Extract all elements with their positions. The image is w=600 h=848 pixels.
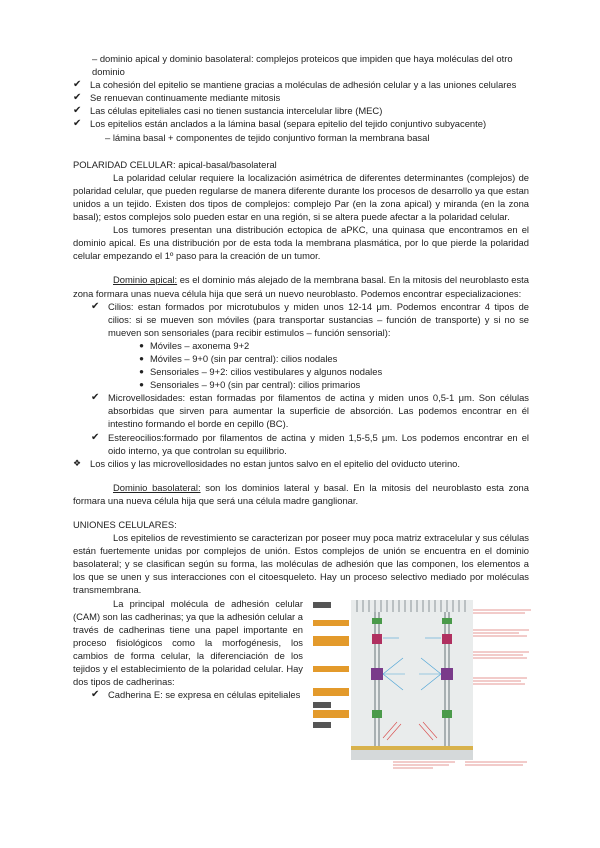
apical-paragraph [73, 273, 529, 299]
dominio-dash-text: – dominio apical y dominio basolateral: complejos proteicos que impiden que haya moléculas del otro dominio [92, 53, 513, 78]
diamond-item [73, 457, 529, 470]
cilio-type: Móviles – 9+0 (sin par central): cilios nodales [150, 352, 338, 364]
apical-title: Dominio apical: [113, 274, 178, 286]
checkmark-icon [91, 688, 108, 701]
label-box-orange [313, 636, 349, 646]
bullet-icon: ● [139, 380, 144, 390]
bullet-item [133, 352, 529, 365]
check-item [73, 78, 529, 91]
lamina-line: – lámina basal + componentes de tejido conjuntivo forman la membrana basal [105, 131, 430, 143]
checkmark-icon [73, 117, 90, 130]
estereocilios-text: Estereocilios:formado por filamentos de actina y miden 1,5-5,5 μm. Los podemos encontrar en el oido interno, ya que controlan su equilibrio. [108, 431, 529, 456]
checkmark-icon [73, 91, 90, 104]
adherens-junction-left [372, 634, 382, 644]
uniones-paragraph-1: Los epitelios de revestimiento se caracterizan por poseer muy poca matriz extracelular y sus células están fuertemente unidas por complejos de unión. Estos complejos de unión se encuentra en el dominio basolateral; y se clasifican según su forma, las moléculas de adhesión que las componen, los elementos a los que se unen y sus interacciones con el citoesqueleto. Hay un proceso selectivo mediado por moléculas transmembrana. [73, 532, 529, 596]
bullet-icon: ● [139, 353, 144, 363]
check-item [73, 104, 529, 117]
cell-junctions-figure [313, 598, 531, 770]
bullet-icon: ● [139, 340, 144, 350]
cell-junctions-diagram [313, 598, 531, 770]
polaridad-heading: POLARIDAD CELULAR: apical-basal/basolateral [73, 158, 277, 170]
microvellosidades-text: Microvellosidades: estan formadas por filamentos de actina y miden unos 0,5-1 μm. Son células absorbidas que sirven para aumentar la superficie de absorción. Las podemos encontrar en él intestino formando el borde en cepillo (BC). [108, 392, 529, 430]
connective-tissue [351, 750, 473, 760]
figure-background [351, 600, 473, 760]
document-page [73, 52, 529, 770]
check-item [73, 117, 529, 130]
basolateral-text: son los dominios lateral y basal. En la mitosis del neuroblasto esta zona formara una nueva célula hija que será una célula madre ganglionar. [73, 481, 529, 506]
bullet-item [133, 378, 529, 391]
check-item [91, 431, 529, 457]
label-box-orange [313, 710, 349, 718]
adherens-junction-right [442, 634, 452, 644]
basal-lamina [351, 746, 473, 750]
cilio-type: Sensoriales – 9+0 (sin par central): cilios primarios [150, 379, 361, 391]
bullet-item [133, 365, 529, 378]
check-item-text: Se renuevan continuamente mediante mitosis [90, 92, 281, 104]
uniones-paragraph-2: La principal molécula de adhesión celular (CAM) son las cadherinas; ya que la adhesión celular a través de cadherinas tiene una papel importante en proceso fisiológicos como la morfogénesis, los cambios de forma celular, la diferenciación de los tejidos y el establecimiento de la polaridad celular. Hay dos tipos de cadherinas: [73, 597, 303, 688]
cadherinas-text-column [73, 597, 303, 770]
tight-junction-left [372, 618, 382, 624]
bullet-item [133, 339, 529, 352]
checkmark-icon [91, 391, 108, 404]
check-item-text: La cohesión del epitelio se mantiene gracias a moléculas de adhesión celular y a las uniones celulares [90, 79, 517, 91]
uniones-heading: UNIONES CELULARES: [73, 519, 177, 530]
check-item [91, 300, 529, 339]
basolateral-paragraph [73, 481, 529, 507]
cilio-type: Móviles – axonema 9+2 [150, 339, 250, 351]
cadherina-e-text: Cadherina E: se expresa en células epiteliales [108, 689, 301, 701]
dash-line [73, 52, 529, 78]
label-box [313, 602, 331, 608]
checkmark-icon [91, 431, 108, 444]
tight-junction-right [442, 618, 452, 624]
desmosome-left [371, 668, 383, 680]
polaridad-paragraph-1: La polaridad celular requiere la localización asimétrica de diferentes determinantes (complejos) de polaridad celular, que pueden regularse de manera diferente durante los procesos de desarrollo ya que estan unidos a un tejido. Existen dos tipos de complejos: complejo Par (en la zona apical) y miranda (en la zona basal); estos complejos solo pueden estar en una región, si se altera puede afectar a la polaridad celular. [73, 171, 529, 223]
label-box-orange [313, 688, 349, 696]
basolateral-title: Dominio basolateral: [113, 481, 201, 493]
check-item-text: Los epitelios están anclados a la lámina basal (separa epitelio del tejido conjuntivo subyacente) [90, 118, 487, 130]
checkmark-icon [73, 78, 90, 91]
diamond-icon [73, 457, 90, 470]
check-item [91, 688, 303, 701]
check-item [91, 391, 529, 430]
check-item [73, 91, 529, 104]
check-item-text: Las células epiteliales casi no tienen sustancia intercelular libre (MEC) [90, 105, 383, 117]
apical-text: es el dominio más alejado de la membrana basal. En la mitosis del neuroblasto esta zona formara unas nueva célula hija que será un nuevo neuroblasto. Podemos encontrar especializaciones: [73, 274, 529, 299]
bullet-icon: ● [139, 367, 144, 377]
checkmark-icon [91, 300, 108, 313]
label-box-orange [313, 666, 349, 672]
checkmark-icon [73, 104, 90, 117]
label-box-orange [313, 620, 349, 626]
nota-text: Los cilios y las microvellosidades no estan juntos salvo en el epitelio del oviducto uterino. [90, 457, 460, 469]
cilios-text: Cilios: estan formados por microtubulos y miden unos 12-14 μm. Podemos encontrar 4 tipos de cilios: si se mueven son móviles (para transportar sustancias – función de transporte) y si no se mueven son sensoriales (para recibir estimulos – función sensorial): [108, 300, 529, 338]
cilio-type: Sensoriales – 9+2: cilios vestibulares y algunos nodales [150, 366, 383, 378]
cadherinas-section [73, 597, 529, 770]
label-box [313, 722, 331, 728]
label-box [313, 702, 331, 708]
polaridad-paragraph-2: Los tumores presentan una distribución ectopica de aPKC, una quinasa que encontramos en el dominio apical. Es una distribución por de esta toda la membrana plasmática, por lo que pierde la polaridad celular empezando el 1º paso para la creación de un tumor. [73, 224, 529, 262]
gap-junction-left [372, 710, 382, 718]
desmosome-right [441, 668, 453, 680]
gap-junction-right [442, 710, 452, 718]
